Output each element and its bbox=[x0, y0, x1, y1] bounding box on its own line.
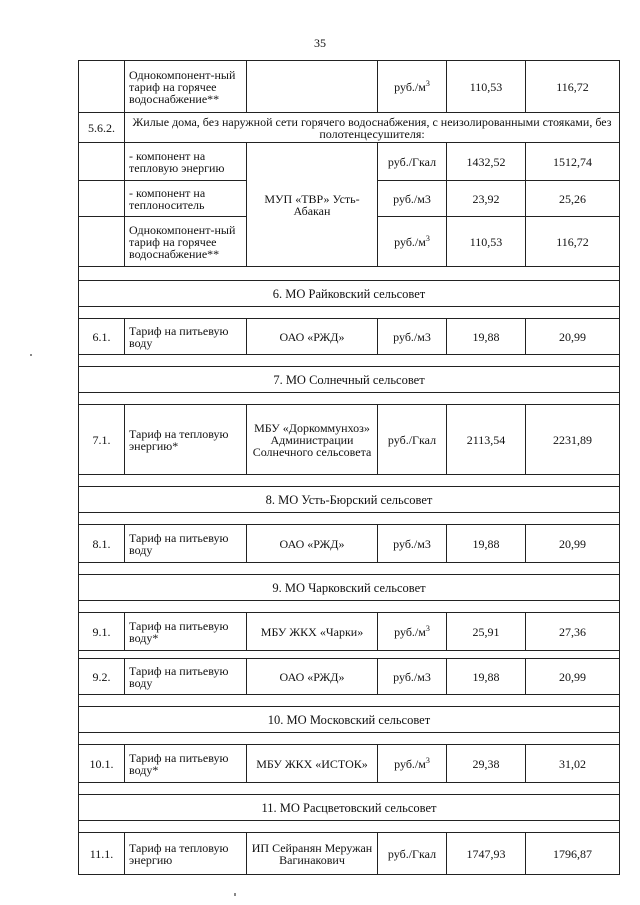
unit-base: руб./м3 bbox=[393, 329, 431, 344]
section-gap bbox=[79, 475, 620, 487]
unit bbox=[393, 537, 431, 551]
section-heading-row bbox=[79, 707, 620, 733]
tariff-name: Тариф на питьевую воду* bbox=[125, 613, 247, 651]
section-heading-row bbox=[79, 575, 620, 601]
tariff-value-1: 19,88 bbox=[447, 319, 526, 355]
tariff-name: Тариф на питьевую воду* bbox=[125, 745, 247, 783]
page-number: 35 bbox=[314, 36, 326, 50]
section-gap bbox=[79, 783, 620, 795]
unit-cell bbox=[378, 833, 447, 875]
unit-cell bbox=[378, 405, 447, 475]
gap-cell bbox=[79, 733, 620, 745]
section-heading-row bbox=[79, 281, 620, 307]
unit-cell bbox=[378, 217, 447, 267]
tariff-name: - компонент на теплоноситель bbox=[125, 181, 247, 217]
tariff-name: Однокомпонент-ный тариф на горячее водоснабжение** bbox=[125, 217, 247, 267]
unit-base: руб./м bbox=[394, 234, 426, 249]
section-gap bbox=[79, 651, 620, 659]
tariff-value-2: 25,26 bbox=[526, 181, 620, 217]
tariff-value-1: 1432,52 bbox=[447, 143, 526, 181]
unit-base: руб./м bbox=[394, 624, 426, 639]
section-heading: 10. МО Московский сельсовет bbox=[79, 707, 620, 733]
tariff-value-2: 116,72 bbox=[526, 217, 620, 267]
section-gap bbox=[79, 821, 620, 833]
tariff-name: - компонент на тепловую энергию bbox=[125, 143, 247, 181]
tariff-name: Тариф на питьевую воду bbox=[125, 525, 247, 563]
gap-cell bbox=[79, 821, 620, 833]
gap-cell bbox=[79, 355, 620, 367]
tariff-name: Тариф на питьевую воду bbox=[125, 319, 247, 355]
unit-cell bbox=[378, 143, 447, 181]
table-row bbox=[79, 745, 620, 783]
gap-cell bbox=[79, 475, 620, 487]
row-number bbox=[79, 181, 125, 217]
gap-cell bbox=[79, 267, 620, 281]
tariff-value-2: 20,99 bbox=[526, 525, 620, 563]
tariff-value-2: 1796,87 bbox=[526, 833, 620, 875]
unit bbox=[388, 433, 436, 447]
tariff-value-2: 20,99 bbox=[526, 659, 620, 695]
tariff-value-1: 25,91 bbox=[447, 613, 526, 651]
section-heading: 11. МО Расцветовский сельсовет bbox=[79, 795, 620, 821]
row-number: 10.1. bbox=[79, 745, 125, 783]
unit bbox=[393, 670, 431, 684]
unit-base: руб./м3 bbox=[393, 669, 431, 684]
unit-cell bbox=[378, 613, 447, 651]
tariff-name: Однокомпонент-ный тариф на горячее водоснабжение** bbox=[125, 61, 247, 113]
unit-base: руб./м3 bbox=[393, 191, 431, 206]
unit bbox=[393, 330, 431, 344]
scan-speck bbox=[30, 354, 32, 356]
tariff-value-1: 19,88 bbox=[447, 525, 526, 563]
row-number: 9.1. bbox=[79, 613, 125, 651]
organization: ОАО «РЖД» bbox=[247, 319, 378, 355]
unit-superscript: 3 bbox=[425, 755, 430, 765]
subsection-title: Жилые дома, без наружной сети горячего водоснабжения, с неизолированными стояками, без полотенцесушителя: bbox=[125, 113, 620, 143]
unit-base: руб./м3 bbox=[393, 536, 431, 551]
section-heading-row bbox=[79, 795, 620, 821]
section-gap bbox=[79, 355, 620, 367]
row-number: 8.1. bbox=[79, 525, 125, 563]
tariff-value-1: 29,38 bbox=[447, 745, 526, 783]
tariff-value-2: 116,72 bbox=[526, 61, 620, 113]
section-heading-row bbox=[79, 487, 620, 513]
unit bbox=[394, 235, 430, 249]
unit-superscript: 3 bbox=[425, 623, 430, 633]
organization: МБУ ЖКХ «Чарки» bbox=[247, 613, 378, 651]
row-number: 5.6.2. bbox=[79, 113, 125, 143]
unit bbox=[394, 80, 430, 94]
tariff-name: Тариф на тепловую энергию* bbox=[125, 405, 247, 475]
table-row bbox=[79, 319, 620, 355]
unit-base: руб./м bbox=[394, 79, 426, 94]
section-gap bbox=[79, 563, 620, 575]
tariff-value-2: 27,36 bbox=[526, 613, 620, 651]
scan-speck bbox=[234, 893, 236, 896]
organization: МУП «ТВР» Усть-Абакан bbox=[247, 143, 378, 267]
section-gap bbox=[79, 393, 620, 405]
gap-cell bbox=[79, 783, 620, 795]
subsection-row bbox=[79, 113, 620, 143]
tariff-value-1: 1747,93 bbox=[447, 833, 526, 875]
row-number: 11.1. bbox=[79, 833, 125, 875]
section-gap bbox=[79, 601, 620, 613]
unit-cell bbox=[378, 525, 447, 563]
gap-cell bbox=[79, 513, 620, 525]
row-number bbox=[79, 217, 125, 267]
gap-cell bbox=[79, 307, 620, 319]
organization: МБУ ЖКХ «ИСТОК» bbox=[247, 745, 378, 783]
unit bbox=[388, 155, 436, 169]
organization: ОАО «РЖД» bbox=[247, 525, 378, 563]
table-row bbox=[79, 833, 620, 875]
section-gap bbox=[79, 307, 620, 319]
tariff-name: Тариф на питьевую воду bbox=[125, 659, 247, 695]
organization: ИП Сейранян Меружан Вагинакович bbox=[247, 833, 378, 875]
tariff-value-1: 110,53 bbox=[447, 217, 526, 267]
unit-superscript: 3 bbox=[425, 233, 430, 243]
table-row bbox=[79, 61, 620, 113]
unit-base: руб./Гкал bbox=[387, 846, 437, 861]
tariff-value-1: 23,92 bbox=[447, 181, 526, 217]
section-gap bbox=[79, 733, 620, 745]
unit-base: руб./м bbox=[394, 756, 426, 771]
tariff-value-2: 20,99 bbox=[526, 319, 620, 355]
section-heading-row bbox=[79, 367, 620, 393]
unit bbox=[394, 625, 430, 639]
unit bbox=[388, 847, 436, 861]
gap-cell bbox=[79, 563, 620, 575]
organization: МБУ «Доркоммунхоз» Администрации Солнечного сельсовета bbox=[247, 405, 378, 475]
section-gap bbox=[79, 267, 620, 281]
section-heading: 9. МО Чарковский сельсовет bbox=[79, 575, 620, 601]
unit-base: руб./Гкал bbox=[387, 432, 437, 447]
unit-cell bbox=[378, 319, 447, 355]
table-row bbox=[79, 143, 620, 181]
row-number bbox=[79, 61, 125, 113]
gap-cell bbox=[79, 601, 620, 613]
row-number bbox=[79, 143, 125, 181]
unit-base: руб./Гкал bbox=[387, 154, 437, 169]
table-row bbox=[79, 659, 620, 695]
section-gap bbox=[79, 513, 620, 525]
row-number: 9.2. bbox=[79, 659, 125, 695]
unit bbox=[394, 757, 430, 771]
section-heading: 7. МО Солнечный сельсовет bbox=[79, 367, 620, 393]
tariff-table bbox=[78, 60, 620, 875]
section-gap bbox=[79, 695, 620, 707]
tariff-value-1: 110,53 bbox=[447, 61, 526, 113]
table-row bbox=[79, 405, 620, 475]
section-heading: 6. МО Райковский сельсовет bbox=[79, 281, 620, 307]
gap-cell bbox=[79, 695, 620, 707]
row-number: 6.1. bbox=[79, 319, 125, 355]
tariff-value-2: 31,02 bbox=[526, 745, 620, 783]
tariff-value-2: 1512,74 bbox=[526, 143, 620, 181]
unit-superscript: 3 bbox=[425, 78, 430, 88]
gap-cell bbox=[79, 651, 620, 659]
organization bbox=[247, 61, 378, 113]
tariff-value-2: 2231,89 bbox=[526, 405, 620, 475]
gap-cell bbox=[79, 393, 620, 405]
table-row bbox=[79, 525, 620, 563]
section-heading: 8. МО Усть-Бюрский сельсовет bbox=[79, 487, 620, 513]
tariff-value-1: 19,88 bbox=[447, 659, 526, 695]
unit-cell bbox=[378, 61, 447, 113]
organization: ОАО «РЖД» bbox=[247, 659, 378, 695]
unit-cell bbox=[378, 659, 447, 695]
row-number: 7.1. bbox=[79, 405, 125, 475]
table-row bbox=[79, 613, 620, 651]
unit-cell bbox=[378, 745, 447, 783]
unit bbox=[393, 192, 431, 206]
tariff-value-1: 2113,54 bbox=[447, 405, 526, 475]
unit-cell bbox=[378, 181, 447, 217]
tariff-name: Тариф на тепловую энергию bbox=[125, 833, 247, 875]
